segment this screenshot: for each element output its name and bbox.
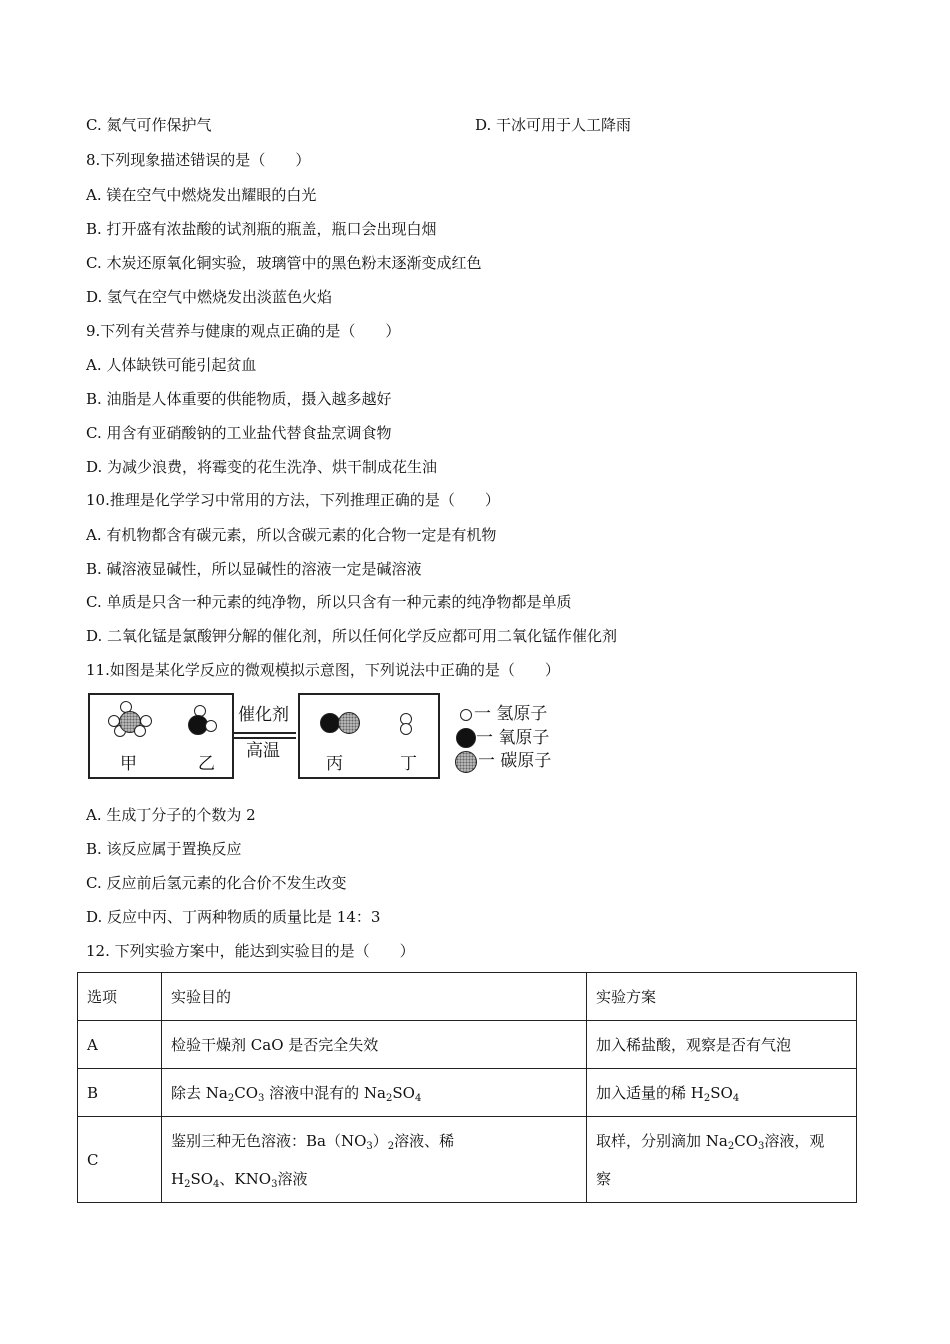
- row-plan: 加入适量的稀 $H_2SO_4$: [587, 1069, 857, 1117]
- row-plan: 加入稀盐酸，观察是否有气泡: [587, 1021, 857, 1069]
- q11-option-d: D. 反应中丙、丁两种物质的质量比是 14：3: [86, 908, 381, 926]
- table-row: [78, 1069, 857, 1117]
- table-header-row: [78, 973, 857, 1021]
- hydrogen-legend-icon: [460, 709, 472, 721]
- row-option: A: [78, 1021, 162, 1069]
- q8-option-b: B. 打开盛有浓盐酸的试剂瓶的瓶盖，瓶口会出现白烟: [86, 220, 437, 238]
- row-goal: 鉴别三种无色溶液：$Ba(NO_3)_2$溶液、稀 $H_2SO_4$、$KNO_3$溶液: [162, 1117, 587, 1203]
- hydrogen-atom: [205, 720, 217, 732]
- q11-option-c: C. 反应前后氢元素的化合价不发生改变: [86, 874, 347, 892]
- q11-option-b: B. 该反应属于置换反应: [86, 840, 242, 858]
- table-row: [78, 1117, 857, 1203]
- q8-option-a: A. 镁在空气中燃烧发出耀眼的白光: [86, 186, 317, 204]
- reaction-diagram: [86, 692, 556, 782]
- q10-option-a: A. 有机物都含有碳元素，所以含碳元素的化合物一定是有机物: [86, 526, 497, 544]
- q10-stem: 10.推理是化学学习中常用的方法，下列推理正确的是（ ）: [86, 491, 500, 509]
- reaction-line: [234, 737, 296, 739]
- hydrogen-atom: [134, 725, 146, 737]
- q9-option-c: C. 用含有亚硝酸钠的工业盐代替食盐烹调食物: [86, 424, 392, 442]
- header-plan: 实验方案: [587, 973, 857, 1021]
- label-yi: 乙: [198, 754, 215, 774]
- oxygen-legend-icon: [456, 728, 476, 748]
- header-option: 选项: [78, 973, 162, 1021]
- q11-option-a: A. 生成丁分子的个数为 2: [86, 806, 256, 824]
- row-option: B: [78, 1069, 162, 1117]
- header-goal: 实验目的: [162, 973, 587, 1021]
- label-bing: 丙: [326, 754, 343, 774]
- legend-oxygen: 一 氧原子: [476, 728, 550, 748]
- q9-stem: 9.下列有关营养与健康的观点正确的是（ ）: [86, 322, 401, 340]
- oxygen-atom: [320, 713, 340, 733]
- q9-option-d: D. 为减少浪费，将霉变的花生洗净、烘干制成花生油: [86, 458, 438, 476]
- catalyst-label: 催化剂: [238, 705, 289, 725]
- legend-carbon: 一 碳原子: [478, 751, 552, 771]
- reaction-line: [234, 732, 296, 734]
- condition-label: 高温: [246, 741, 280, 761]
- q9-option-b: B. 油脂是人体重要的供能物质，摄入越多越好: [86, 390, 392, 408]
- q10-option-b: B. 碱溶液显碱性，所以显碱性的溶液一定是碱溶液: [86, 560, 422, 578]
- q10-option-c: C. 单质是只含一种元素的纯净物，所以只含有一种元素的纯净物都是单质: [86, 593, 572, 611]
- table-row: [78, 1021, 857, 1069]
- q8-option-d: D. 氢气在空气中燃烧发出淡蓝色火焰: [86, 288, 333, 306]
- q8-stem: 8.下列现象描述错误的是（ ）: [86, 151, 311, 169]
- legend-hydrogen: 一 氢原子: [474, 704, 548, 724]
- row-option: C: [78, 1117, 162, 1203]
- carbon-atom: [338, 712, 360, 734]
- reactants-box: [88, 693, 234, 779]
- experiment-table: [77, 972, 857, 1203]
- label-jia: 甲: [120, 754, 137, 774]
- q10-option-d: D. 二氧化锰是氯酸钾分解的催化剂，所以任何化学反应都可用二氧化锰作催化剂: [86, 627, 618, 645]
- row-goal: 检验干燥剂 CaO 是否完全失效: [162, 1021, 587, 1069]
- hydrogen-atom: [400, 723, 412, 735]
- q11-stem: 11.如图是某化学反应的微观模拟示意图，下列说法中正确的是（ ）: [86, 661, 560, 679]
- row-plan: 取样，分别滴加 $Na_2CO_3$溶液，观 察: [587, 1117, 857, 1203]
- q9-option-a: A. 人体缺铁可能引起贫血: [86, 356, 257, 374]
- q7-option-c: C. 氮气可作保护气: [86, 116, 212, 134]
- q7-option-d: D. 干冰可用于人工降雨: [475, 116, 632, 134]
- products-box: [298, 693, 440, 779]
- label-ding: 丁: [400, 754, 417, 774]
- q8-option-c: C. 木炭还原氧化铜实验，玻璃管中的黑色粉末逐渐变成红色: [86, 254, 482, 272]
- q12-stem: 12. 下列实验方案中，能达到实验目的是（ ）: [86, 942, 415, 960]
- row-goal: 除去 $Na_2CO_3$ 溶液中混有的 $Na_2SO_4$: [162, 1069, 587, 1117]
- carbon-legend-icon: [455, 751, 477, 773]
